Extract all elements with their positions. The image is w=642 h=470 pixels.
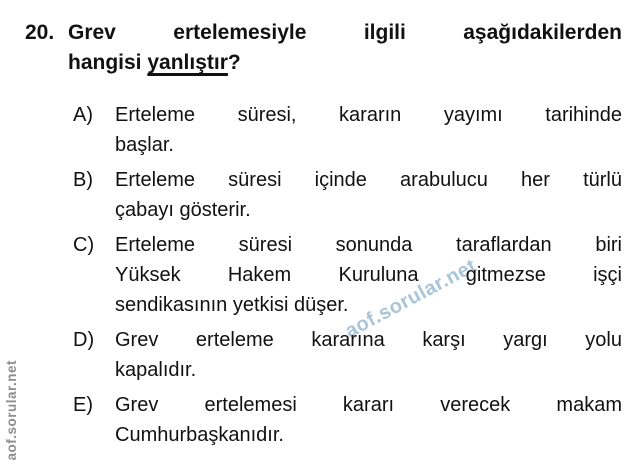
options-list [0, 100, 642, 450]
question-stem [0, 0, 642, 78]
option-c-letter: C) [73, 234, 95, 256]
option-c-line-3: sendikasının yetkisi düşer. [115, 294, 349, 316]
diagonal-watermark: aof.sorular.net [341, 254, 481, 343]
option-a-line-1: Erteleme süresi, kararın yayımı tarihinde [115, 104, 622, 126]
question-line2-prefix: hangisi [68, 51, 148, 74]
option-d-line-2: kapalıdır. [115, 359, 197, 381]
option-d-line-1: Grev erteleme kararına karşı yargı yolu [115, 329, 622, 351]
side-watermark: aof.sorular.net [4, 360, 19, 461]
option-e-letter: E) [73, 394, 93, 416]
option-e-line-2: Cumhurbaşkanıdır. [115, 424, 284, 446]
option-b-text [115, 165, 622, 225]
question-number: 20. [25, 21, 55, 44]
option-b [0, 165, 622, 225]
option-d [0, 325, 622, 385]
option-a-line-2: başlar. [115, 134, 174, 156]
option-c-line-2: Yüksek Hakem Kuruluna gitmezse işçi [115, 264, 622, 286]
option-e-text [115, 390, 622, 450]
option-d-text [115, 325, 622, 385]
option-a [0, 100, 622, 160]
option-a-text [115, 100, 622, 160]
option-c [0, 230, 622, 320]
question-line-2 [68, 48, 622, 78]
option-b-letter: B) [73, 169, 93, 191]
option-b-line-2: çabayı gösterir. [115, 199, 251, 221]
option-e [0, 390, 622, 450]
question-text [68, 18, 622, 78]
question-underlined-word: yanlıştır [147, 51, 228, 74]
option-e-line-1: Grev ertelemesi kararı verecek makam [115, 394, 622, 416]
option-c-text [115, 230, 622, 320]
option-a-letter: A) [73, 104, 93, 126]
option-b-line-1: Erteleme süresi içinde arabulucu her türlü [115, 169, 622, 191]
question-line2-suffix: ? [227, 51, 241, 74]
question-line-1: Grev ertelemesiyle ilgili aşağıdakilerden [68, 21, 622, 44]
option-d-letter: D) [73, 329, 95, 351]
option-c-line-1: Erteleme süresi sonunda taraflardan biri [115, 234, 622, 256]
